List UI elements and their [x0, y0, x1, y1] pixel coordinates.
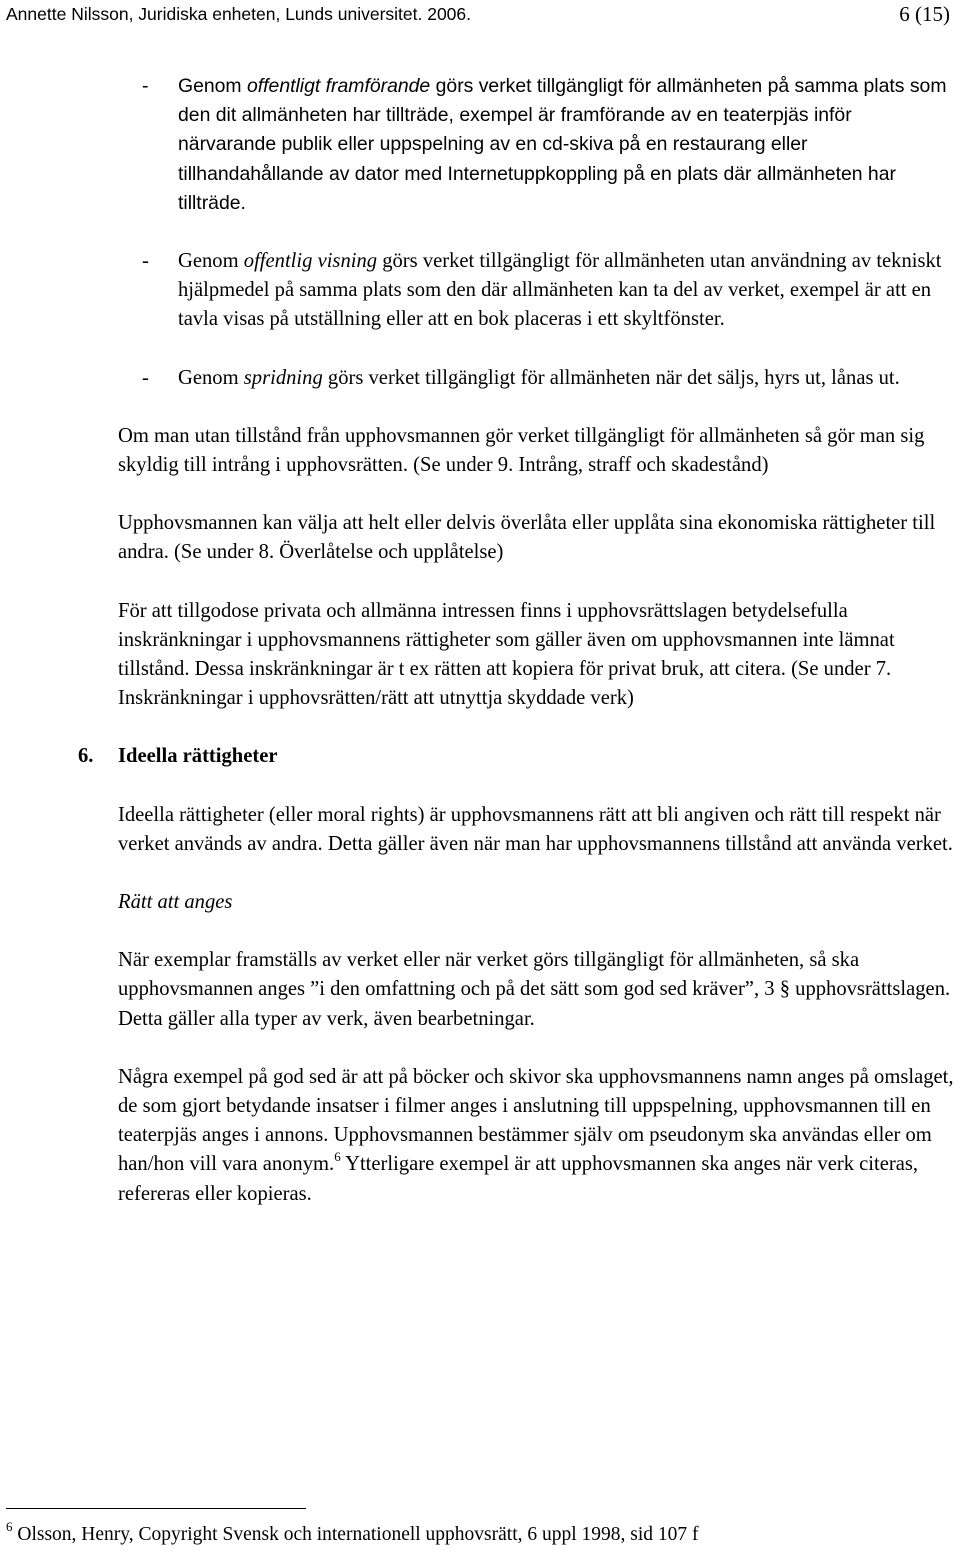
bullet-dash: -	[142, 75, 149, 97]
bullet-text-pre: Genom	[178, 75, 247, 97]
bullet-term: spridning	[243, 366, 323, 389]
section-number: 6.	[78, 745, 94, 768]
section-title: Ideella rättigheter	[118, 745, 278, 768]
footnote-text: Olsson, Henry, Copyright Svensk och internationell upphovsrätt, 6 uppl 1998, sid 107 f	[12, 1524, 699, 1545]
paragraph-examples	[118, 1063, 954, 1209]
section-heading	[78, 742, 954, 771]
paragraph-examples-post: Ytterligare exempel är att upphovsmannen ska anges när verk citeras, refereras eller kopieras.	[118, 1153, 919, 1205]
document-body	[78, 72, 954, 1238]
paragraph-overlatelse: Upphovsmannen kan välja att helt eller delvis överlåta eller upplåta sina ekonomiska rättigheter till andra. (Se under 8. Överlåtelse och upplåtelse)	[118, 512, 936, 564]
bullet-offentligt-framforande	[118, 72, 954, 218]
footnote-reference[interactable]: 6	[334, 1149, 341, 1165]
paragraph-inskrankningar: För att tillgodose privata och allmänna intressen finns i upphovsrättslagen betydelsefulla inskränkningar i upphovsmannens rättigheter som gäller även om upphovsmannen inte lämnat tillstånd. Dessa inskränkningar är t ex rätten att kopiera för privat bruk, att citera. (Se under 7. Inskränkningar i upphovsrätten/rätt att utnyttja skyddade verk)	[118, 599, 895, 710]
footnote-number: 6	[6, 1519, 13, 1534]
subheading-ratt-att-anges	[118, 888, 954, 917]
bullet-text-pre: Genom	[178, 250, 244, 273]
page-number: 6 (15)	[899, 2, 950, 26]
paragraph-examples-pre: Några exempel på god sed är att på böcker och skivor ska upphovsmannens namn anges på omslaget, de som gjort betydande insatser i filmer anges i anslutning till uppspelning, upphovsmannen till en teaterpjäs anges i annons. Upphovsmannen bestämmer själv om pseudonym ska användas eller om han/hon vill vara anonym.	[118, 1065, 954, 1176]
bullet-text-post: görs verket tillgängligt för allmänheten utan användning av tekniskt hjälpmedel på samma plats som den där allmänheten kan ta del av verket, exempel är att en tavla visas på utställning eller att en bok placeras i ett skyltfönster.	[178, 250, 942, 331]
bullet-term: offentlig visning	[243, 250, 378, 273]
paragraph-anges	[118, 946, 954, 1034]
paragraph-anges-post: upphovsrättslagen. Detta gäller alla typer av verk, även bearbetningar.	[118, 978, 951, 1030]
footnote-separator	[6, 1508, 306, 1509]
bullet-text-post: görs verket tillgängligt för allmänheten när det säljs, hyrs ut, lånas ut.	[322, 366, 900, 389]
bullet-dash: -	[142, 366, 149, 389]
paragraph-anges-pre: När exemplar framställs av verket eller när verket görs tillgängligt för allmänheten, så ska upphovsmannen anges ”i den omfattning och på det sätt som god sed kräver”, 3	[118, 949, 860, 1001]
paragraph-intrang: Om man utan tillstånd från upphovsmannen gör verket tillgängligt för allmänheten så gör man sig skyldig till intrång i upphovsrätten. (Se under 9. Intrång, straff och skadestånd)	[118, 424, 925, 477]
section-symbol: §	[779, 978, 790, 1001]
bullet-offentlig-visning	[118, 247, 954, 335]
bullet-spridning	[118, 364, 954, 393]
paragraph-ideella: Ideella rättigheter (eller moral rights) är upphovsmannens rätt att bli angiven och rätt till respekt när verket används av andra. Detta gäller även när man har upphovsmannens tillstånd att använda verket.	[118, 803, 953, 855]
page-header-author: Annette Nilsson, Juridiska enheten, Lunds universitet. 2006.	[6, 4, 472, 24]
bullet-term: offentligt framförande	[246, 75, 431, 97]
bullet-text-post: görs verket tillgängligt för allmänheten på samma plats som den dit allmänheten har tillträde, exempel är framförande av en teaterpjäs inför närvarande publik eller uppspelning av en cd-skiva på en restaurang eller tillhandahållande av dator med Internetuppkoppling på en plats där allmänheten har tillträde.	[178, 75, 947, 214]
footnote	[6, 1519, 699, 1547]
subheading-text: Rätt att anges	[118, 891, 233, 914]
bullet-text-pre: Genom	[178, 366, 244, 389]
bullet-dash: -	[142, 250, 149, 273]
